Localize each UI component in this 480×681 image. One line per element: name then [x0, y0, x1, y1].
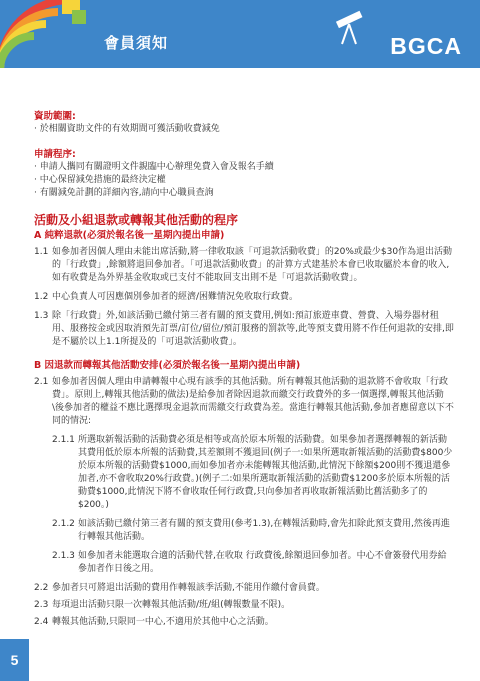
- telescope-icon: [330, 6, 368, 46]
- page-number: 5: [0, 639, 29, 681]
- bgca-logo: BGCA: [390, 33, 462, 59]
- clause-1-3: 1.3 除「行政費」外,如該活動已繳付第三者有關的預支費用,例如:預訂旅遊車費、營費、入場券器材租用、服務按金或因取消預先訂票/訂位/留位/預訂服務的罰款等,此等預支費用將不作任何退款的安排,即是不屬於以上1.1所提及的「可退款活動收費」。: [34, 311, 454, 347]
- clause-2-1-2: 2.1.2 如該活動已繳付第三者有關的預支費用(參考1.3),在轉報活動時,會先扣除此預支費用,然後再進行轉報其他活動。: [52, 519, 450, 542]
- clause-2-4: 2.4 轉報其他活動,只限同一中心,不適用於其他中心之活動。: [34, 617, 274, 627]
- section-a-heading: A 純粹退款(必須於報名後一星期內提出申請): [34, 230, 225, 241]
- header-title: 會員須知: [104, 34, 169, 52]
- rainbow-arc-icon: [0, 0, 90, 68]
- clause-2-3: 2.3 每項退出活動只限一次轉報其他活動/班/組(轉報數量不限)。: [34, 600, 291, 610]
- application-item: · 申請人攜同有關證明文件親臨中心辦理免費入會及報名手續: [34, 162, 274, 172]
- clause-2-1-3: 2.1.3 如參加者未能選取合適的活動代替,在收取 行政費後,餘額退回參加者。中心不會簽發代用券給參加者作日後之用。: [52, 551, 447, 574]
- section-b-heading: B 因退款而轉報其他活動安排(必須於報名後一星期內提出申請): [34, 360, 301, 371]
- funding-heading: 資助範圍:: [34, 111, 76, 122]
- clause-1-2: 1.2 中心負責人可因應個別參加者的經濟/困難情況免收取行政費。: [34, 292, 299, 302]
- funding-item: · 於相關資助文件的有效期間可獲活動收費減免: [34, 124, 220, 134]
- application-item: · 有關減免計劃的詳細內容,請向中心職員查詢: [34, 188, 214, 198]
- application-item: · 中心保留減免措施的最終決定權: [34, 175, 166, 185]
- application-heading: 申請程序:: [34, 149, 76, 160]
- refund-procedure-heading: 活動及小組退款或轉報其他活動的程序: [34, 213, 239, 227]
- clause-1-1: 1.1 如參加者因個人理由未能出席活動,將一律收取該「可退款活動收費」的20%或最少$30作為退出活動的「行政費」,餘額將退回參加者。「可退款活動收費」的計算方式建基於本會已收取屬於本會的收入,如有收費是為外界基金收取或已支付不能取回支出則不是「可退款活動收費」。: [34, 247, 453, 283]
- document-body: [34, 110, 454, 629]
- clause-2-1: 2.1 如參加者因個人理由申請轉報中心現有該季的其他活動。所有轉報其他活動的退款將不會收取「行政費」。原則上,轉報其他活動的做法)是給參加者除因退款而繳交行政費外的多一個選擇,轉報其他活動\後參加者的權益不應比選擇現金退款而需繳交行政費為差。當進行轉報其他活動,參加者應留意以下不同的情況:: [34, 377, 454, 426]
- clause-2-1-1: 2.1.1 所選取新報活動的活動費必須是相等或高於原本所報的活動費。如果參加者選擇轉報的新活動其費用低於原本所報的活動費,其差額則不獲退回(例子一:如果所選取新報活動的活動費$800少於原本所報的活動費$1000,而如參加者亦未能轉報其他活動,此情況下餘額$200則不獲退還參加者,亦不會收取20%行政費。)(例子二:如果所選取新報活動的活動費$1200多於原本所報的活動費$1000,此情況下將不會收取任何行政費,只向參加者再收取新報活動比舊活動多了的$200。): [52, 435, 453, 510]
- clause-2-2: 2.2 參加者只可將退出活動的費用作轉報該季活動,不能用作繳付會員費。: [34, 583, 325, 593]
- header-banner: [0, 0, 480, 68]
